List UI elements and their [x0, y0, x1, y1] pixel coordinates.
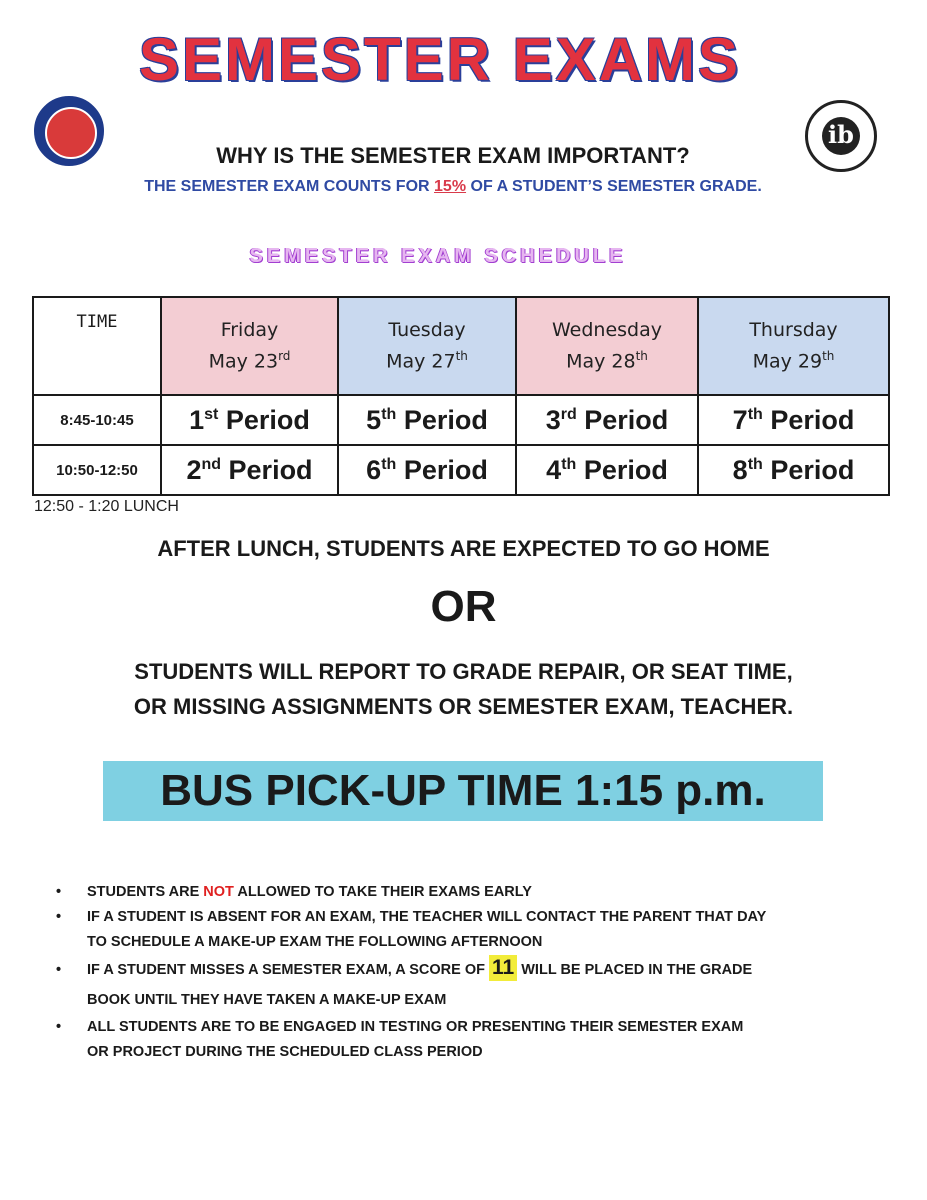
grade-weight-percent: 15%: [434, 178, 467, 195]
bullet-icon: •: [56, 1019, 62, 1035]
day-name: Thursday: [749, 319, 838, 342]
score-highlight: 11: [489, 955, 517, 981]
period-cell: 1st Period: [161, 395, 338, 445]
bus-pickup-banner: BUS PICK-UP TIME 1:15 p.m.: [103, 761, 823, 821]
exam-schedule-table: [32, 296, 890, 496]
lunch-time: 12:50 - 1:20 LUNCH: [34, 498, 179, 515]
time-slot: 8:45-10:45: [33, 395, 161, 445]
day-header-thursday: [698, 297, 889, 395]
grade-weight-note: [0, 178, 906, 196]
grade-weight-prefix: THE SEMESTER EXAM COUNTS FOR: [144, 178, 435, 195]
day-date: May 27th: [386, 349, 468, 373]
schedule-title: SEMESTER EXAM SCHEDULE: [249, 245, 627, 267]
bullet-icon: •: [56, 909, 62, 925]
bullet-icon: •: [56, 962, 62, 978]
table-row: [33, 445, 889, 495]
day-name: Tuesday: [388, 319, 466, 342]
day-header-tuesday: [338, 297, 516, 395]
importance-question: WHY IS THE SEMESTER EXAM IMPORTANT?: [216, 143, 690, 168]
page-title: SEMESTER EXAMS: [138, 26, 742, 93]
or-divider: OR: [430, 582, 497, 631]
period-cell: 4th Period: [516, 445, 698, 495]
report-line-1: STUDENTS WILL REPORT TO GRADE REPAIR, OR SEAT TIME,: [134, 659, 793, 684]
rules-list: [56, 880, 886, 1065]
period-cell: 7th Period: [698, 395, 889, 445]
day-date: May 23rd: [208, 349, 291, 373]
list-item: • IF A STUDENT IS ABSENT FOR AN EXAM, THE TEACHER WILL CONTACT THE PARENT THAT DAY TO SCHEDULE A MAKE-UP EXAM THE FOLLOWING AFTERNOON: [56, 905, 886, 955]
period-cell: 6th Period: [338, 445, 516, 495]
day-date: May 28th: [566, 349, 648, 373]
ib-logo-mark: ib: [822, 117, 860, 155]
period-cell: 3rd Period: [516, 395, 698, 445]
report-instructions: [0, 654, 927, 724]
period-cell: 5th Period: [338, 395, 516, 445]
list-item: • STUDENTS ARE NOT ALLOWED TO TAKE THEIR EXAMS EARLY: [56, 880, 886, 905]
day-name: Friday: [220, 319, 279, 342]
list-item: • ALL STUDENTS ARE TO BE ENGAGED IN TESTING OR PRESENTING THEIR SEMESTER EXAM OR PROJECT DURING THE SCHEDULED CLASS PERIOD: [56, 1015, 886, 1065]
period-cell: 8th Period: [698, 445, 889, 495]
after-lunch-note: AFTER LUNCH, STUDENTS ARE EXPECTED TO GO HOME: [157, 536, 770, 561]
day-name: Wednesday: [551, 319, 662, 342]
report-line-2: OR MISSING ASSIGNMENTS OR SEMESTER EXAM, TEACHER.: [133, 694, 794, 719]
list-item: • IF A STUDENT MISSES A SEMESTER EXAM, A SCORE OF 11 WILL BE PLACED IN THE GRADE BOOK UNTIL THEY HAVE TAKEN A MAKE-UP EXAM: [56, 956, 753, 1008]
day-header-friday: [161, 297, 338, 395]
table-row: [33, 395, 889, 445]
not-emphasis: NOT: [203, 884, 234, 900]
day-date: May 29th: [752, 349, 835, 373]
grade-weight-suffix: OF A STUDENT’S SEMESTER GRADE.: [466, 178, 762, 195]
time-header: TIME: [33, 297, 161, 395]
period-cell: 2nd Period: [161, 445, 338, 495]
table-header-row: [33, 297, 889, 395]
bullet-icon: •: [56, 884, 62, 900]
time-slot: 10:50-12:50: [33, 445, 161, 495]
day-header-wednesday: [516, 297, 698, 395]
